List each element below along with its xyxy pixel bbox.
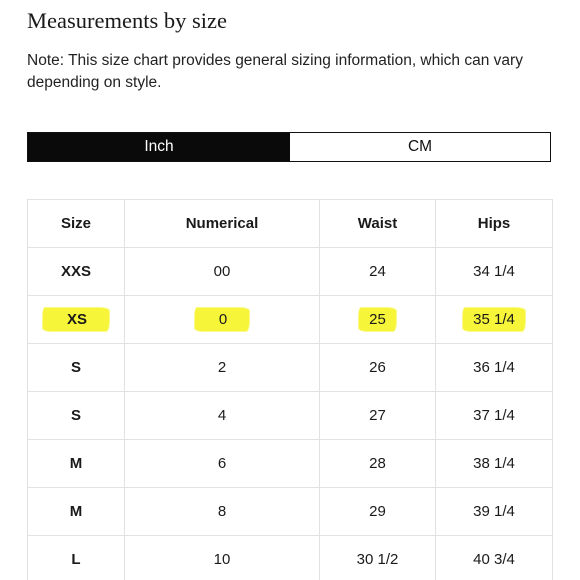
hips-cell: 36 1/4: [436, 344, 553, 392]
numerical-cell: 6: [125, 440, 320, 488]
size-cell: XXS: [28, 248, 125, 296]
header-numerical: Numerical: [125, 200, 320, 248]
hips-cell: 37 1/4: [436, 392, 553, 440]
size-cell: M: [28, 440, 125, 488]
table-row: [28, 344, 553, 392]
numerical-cell: 4: [125, 392, 320, 440]
highlight-mark: 25: [359, 308, 396, 331]
waist-cell: 27: [320, 392, 436, 440]
inch-toggle-button[interactable]: Inch: [28, 133, 290, 161]
size-cell: [28, 296, 125, 344]
table-row: [28, 392, 553, 440]
size-cell: S: [28, 344, 125, 392]
waist-cell: [320, 296, 436, 344]
table-row: [28, 440, 553, 488]
header-hips: Hips: [436, 200, 553, 248]
size-cell: M: [28, 488, 125, 536]
waist-cell: 28: [320, 440, 436, 488]
cm-toggle-button[interactable]: CM: [290, 133, 550, 161]
table-header-row: [28, 200, 553, 248]
waist-cell: 29: [320, 488, 436, 536]
table-row-highlighted: [28, 296, 553, 344]
size-chart-table: [27, 199, 553, 580]
waist-cell: 30 1/2: [320, 536, 436, 580]
size-cell: S: [28, 392, 125, 440]
table-row: [28, 248, 553, 296]
numerical-cell: 00: [125, 248, 320, 296]
waist-cell: 26: [320, 344, 436, 392]
page-title: Measurements by size: [27, 8, 227, 33]
numerical-cell: 2: [125, 344, 320, 392]
hips-cell: 39 1/4: [436, 488, 553, 536]
numerical-cell: 8: [125, 488, 320, 536]
header-size: Size: [28, 200, 125, 248]
table-row: [28, 536, 553, 580]
unit-toggle: [27, 132, 551, 162]
numerical-cell: [125, 296, 320, 344]
size-cell: L: [28, 536, 125, 580]
hips-cell: 40 3/4: [436, 536, 553, 580]
highlight-mark: 0: [195, 308, 249, 331]
highlight-mark: 35 1/4: [463, 308, 525, 331]
waist-cell: 24: [320, 248, 436, 296]
hips-cell: 38 1/4: [436, 440, 553, 488]
numerical-cell: 10: [125, 536, 320, 580]
hips-cell: 34 1/4: [436, 248, 553, 296]
hips-cell: [436, 296, 553, 344]
table-row: [28, 488, 553, 536]
header-waist: Waist: [320, 200, 436, 248]
size-chart-note: Note: This size chart provides general sizing information, which can vary depending on style.: [27, 52, 523, 91]
highlight-mark: XS: [43, 308, 109, 331]
